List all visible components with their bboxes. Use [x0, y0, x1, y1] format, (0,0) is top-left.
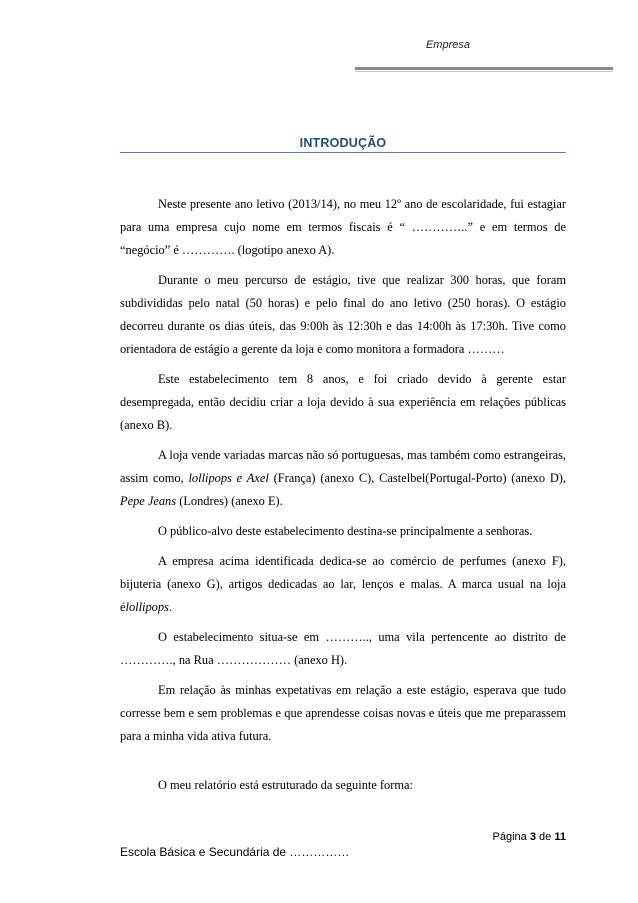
page-number [0, 831, 566, 843]
paragraph-report-structure: O meu relatório está estruturado da seguinte forma: [158, 778, 413, 792]
paragraph-brands [120, 444, 566, 513]
products-text-end: . [168, 600, 172, 614]
page-header-title: Empresa [425, 39, 470, 51]
page-of: de [539, 831, 552, 843]
paragraph-school-year: Neste presente ano letivo (2013/14), no meu 12º ano de escolaridade, fui estagiar para uma empresa cujo nome em termos fiscais é “ …………..” e em termos de “negócio” é …………. (logotipo anexo A). [120, 197, 566, 257]
header-divider-thin [355, 71, 613, 72]
brands-text-end: (Londres) (anexo E). [179, 494, 283, 508]
brands-text-start: A loja vende variadas marcas não só portuguesas, mas também como estrangeiras, assim como, [120, 448, 566, 485]
brands-text-middle: (França) (anexo C), Castelbel(Portugal-Porto) (anexo D), [273, 471, 566, 485]
brand-lollipops: lollipops [125, 600, 169, 614]
paragraph-location: O estabelecimento situa-se em ……….., uma vila pertencente ao distrito de …………., na Rua ……………… (anexo H). [120, 630, 566, 667]
page-total: 11 [554, 831, 566, 843]
paragraph-internship-hours: Durante o meu percurso de estágio, tive que realizar 300 horas, que foram subdivididas pelo natal (50 horas) e pelo final do ano letivo (250 horas). O estágio decorreu durante os dias úteis, das 9:00h às 12:30h e das 14:00h às 17:30h. Tive como orientadora de estágio a gerente da loja e como monitora a formadora ……… [120, 273, 566, 356]
footer-school-name: Escola Básica e Secundária de …………… [120, 845, 350, 859]
page-current: 3 [529, 831, 536, 843]
paragraph-expectations: Em relação às minhas expetativas em relação a este estágio, esperava que tudo corresse bem e sem problemas e que aprendesse coisas novas e úteis que me preparassem para a minha vida ativa futura. [120, 683, 566, 743]
paragraph-target-audience: O público-alvo deste estabelecimento destina-se principalmente a senhoras. [158, 524, 533, 538]
paragraph-products [120, 550, 566, 619]
brand-pepe-jeans: Pepe Jeans [120, 494, 177, 508]
header-divider [355, 67, 613, 70]
section-heading-underline [120, 152, 566, 153]
section-heading: INTRODUÇÃO [299, 136, 387, 150]
page-label: Página [492, 831, 527, 843]
products-text: A empresa acima identificada dedica-se ao comércio de perfumes (anexo F), bijuteria (anexo G), artigos dedicadas ao lar, lenços e malas. A marca usual na loja é [120, 554, 566, 614]
brand-lollipops-axel: lollipops e Axel [188, 471, 269, 485]
document-body [120, 193, 566, 804]
paragraph-establishment-history: Este estabelecimento tem 8 anos, e foi criado devido à gerente estar desempregada, então decidiu criar a loja devido à sua experiência em relações públicas (anexo B). [120, 372, 566, 432]
